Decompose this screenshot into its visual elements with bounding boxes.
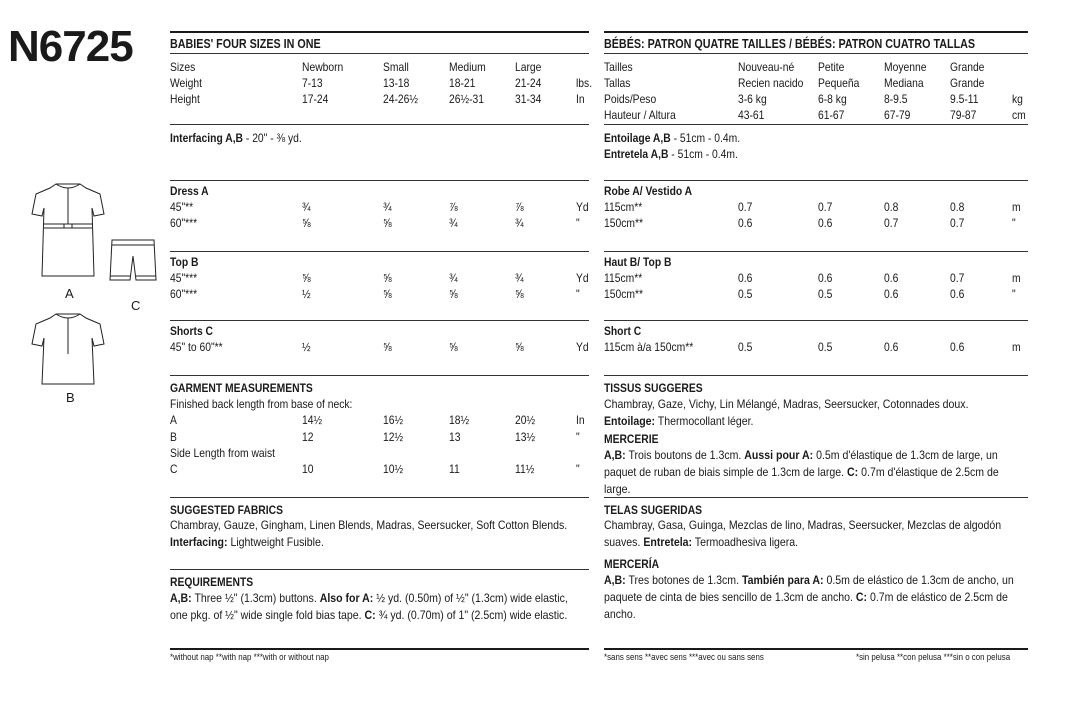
en-garment-line1: Finished back length from base of neck: (170, 397, 353, 411)
fr-size-row-cell: 3-6 kg (738, 92, 767, 106)
rule (170, 569, 589, 570)
fr-robe-row-label: 150cm** (604, 216, 644, 230)
en-shorts-row-unit: Yd (576, 340, 589, 354)
fr-robe-row-unit: m (1012, 200, 1021, 214)
fr-entoilage: Entoilage A,B - 51cm - 0.4m. (604, 131, 741, 145)
en-garment-title: GARMENT MEASUREMENTS (170, 381, 313, 395)
en-size-row-cell: 31-34 (515, 92, 542, 106)
fr-haut-row-cell: 0.5 (818, 287, 833, 301)
en-top-row-cell: ¾ (449, 271, 458, 285)
fr-haut-row-label: 115cm** (604, 271, 643, 285)
en-top-row-label: 60"*** (170, 287, 198, 301)
en-dress-row-cell: ⅝ (383, 216, 392, 230)
fr-size-row-cell: 6-8 kg (818, 92, 847, 106)
en-shorts-row-cell: ⅝ (449, 340, 458, 354)
fr-size-row-label: Tailles (604, 60, 633, 74)
es-telas-title: TELAS SUGERIDAS (604, 503, 703, 517)
en-size-row-unit: lbs. (576, 76, 593, 90)
en-fabrics-title: SUGGESTED FABRICS (170, 503, 283, 517)
en-size-row-cell: 18-21 (449, 76, 476, 90)
en-dress-row-cell: ¾ (449, 216, 458, 230)
rule (604, 180, 1028, 181)
fr-haut-row-cell: 0.6 (950, 287, 965, 301)
fr-size-row-cell: 79-87 (950, 108, 977, 122)
fr-short-row-cell: 0.5 (738, 340, 753, 354)
fr-size-row-cell: Moyenne (884, 60, 927, 74)
fr-footnote: *sans sens **avec sens ***avec ou sans sens (604, 652, 764, 662)
en-size-row-cell: 17-24 (302, 92, 329, 106)
rule (604, 53, 1028, 54)
fr-short-c-title: Short C (604, 324, 642, 338)
es-merceria-text: A,B: Tres botones de 1.3cm. También para A: 0.5m de elástico de 1.3cm de ancho, un paquete de cinta de bies sencillo de 1.3cm de ancho. C: 0.7m de elástico de 2.5cm de ancho. (604, 573, 1014, 621)
en-garment-row-cell: 20½ (515, 413, 536, 427)
fr-size-row-label: Tallas (604, 76, 631, 90)
rule (170, 180, 589, 181)
fr-haut-row-cell: 0.6 (738, 271, 753, 285)
fr-robe-row-cell: 0.7 (738, 200, 753, 214)
fr-robe-row-cell: 0.6 (738, 216, 753, 230)
en-size-row-label: Weight (170, 76, 202, 90)
en-garment-row-cell: 14½ (302, 413, 323, 427)
en-shorts-row-cell: ⅝ (383, 340, 392, 354)
en-garment-row-cell: 13½ (515, 430, 536, 444)
pattern-code: N6725 (8, 22, 133, 71)
fr-size-row-cell: Pequeña (818, 76, 860, 90)
en-garment-row-cell: 10½ (383, 462, 404, 476)
en-garment-row-cell: 11 (449, 462, 460, 476)
rule (604, 375, 1028, 376)
fr-size-row-unit: cm (1012, 108, 1026, 122)
fr-short-row-cell: 0.6 (950, 340, 965, 354)
en-top-row-unit: " (576, 287, 580, 301)
fr-mercerie-title: MERCERIE (604, 432, 659, 446)
fr-haut-row-cell: 0.5 (738, 287, 753, 301)
en-dress-row-cell: ¾ (302, 200, 311, 214)
fr-haut-b-title: Haut B/ Top B (604, 255, 672, 269)
en-top-b-title: Top B (170, 255, 199, 269)
fr-robe-row-label: 115cm** (604, 200, 643, 214)
fr-size-row-cell: 67-79 (884, 108, 911, 122)
rule (170, 648, 589, 650)
dress-a-illustration (28, 180, 108, 285)
shorts-c-illustration (108, 236, 158, 286)
fr-robe-row-cell: 0.7 (950, 216, 965, 230)
en-dress-row-unit: Yd (576, 200, 589, 214)
fr-robe-row-cell: 0.7 (884, 216, 899, 230)
en-top-row-cell: ⅝ (383, 287, 392, 301)
en-garment-row-unit: " (576, 430, 580, 444)
fr-short-row-cell: 0.6 (884, 340, 899, 354)
rule (170, 320, 589, 321)
en-shorts-row-label: 45" to 60"** (170, 340, 223, 354)
en-garment-row-cell: 12 (302, 430, 314, 444)
fr-entretela: Entretela A,B - 51cm - 0.4m. (604, 147, 738, 161)
fr-robe-row-cell: 0.8 (950, 200, 965, 214)
rule (170, 375, 589, 376)
en-top-row-cell: ⅝ (515, 287, 524, 301)
fr-size-row-cell: Recien nacido (738, 76, 804, 90)
fr-robe-a-title: Robe A/ Vestido A (604, 184, 693, 198)
figure-label-b: B (66, 390, 75, 405)
en-size-row-cell: 26½-31 (449, 92, 485, 106)
en-title: BABIES' FOUR SIZES IN ONE (170, 37, 321, 51)
fr-short-row-label: 115cm à/a 150cm** (604, 340, 694, 354)
en-dress-row-cell: ¾ (383, 200, 392, 214)
rule (170, 124, 589, 125)
en-garment-row-cell: 16½ (383, 413, 404, 427)
en-garment-row-label: C (170, 462, 178, 476)
en-top-row-cell: ⅝ (449, 287, 458, 301)
en-garment-row-label: A (170, 413, 177, 427)
en-garment-row-unit: " (576, 462, 580, 476)
en-shorts-c-title: Shorts C (170, 324, 214, 338)
fr-size-row-cell: Grande (950, 76, 985, 90)
en-top-row-cell: ⅝ (302, 271, 311, 285)
en-garment-row-cell: 10 (302, 462, 314, 476)
figure-label-c: C (131, 298, 141, 313)
fr-mercerie-text: A,B: Trois boutons de 1.3cm. Aussi pour A: 0.5m d'élastique de 1.3cm de large, un paquet de ruban de biais simple de 1.3cm de large. C: 0.7m d'élastique de 2.5cm de large. (604, 448, 999, 496)
en-size-row-cell: Newborn (302, 60, 344, 74)
en-dress-row-cell: ⅞ (515, 200, 524, 214)
rule (604, 320, 1028, 321)
en-garment-row-cell: 18½ (449, 413, 470, 427)
en-size-row-cell: 21-24 (515, 76, 542, 90)
rule (604, 124, 1028, 125)
en-shorts-row-cell: ⅝ (515, 340, 524, 354)
fr-robe-row-cell: 0.6 (818, 216, 833, 230)
en-size-row-cell: Small (383, 60, 409, 74)
en-dress-row-label: 45"** (170, 200, 194, 214)
en-requirements-text: A,B: Three ½" (1.3cm) buttons. Also for A: ½ yd. (0.50m) of ½" (1.3cm) wide elastic, one pkg. of ½" wide single fold bias tape. C: ¾ yd. (0.70m) of 1" (2.5cm) wide elastic. (170, 591, 568, 622)
figure-label-a: A (65, 286, 74, 301)
rule (170, 497, 589, 498)
fr-size-row-cell: 43-61 (738, 108, 765, 122)
fr-size-row-cell: Grande (950, 60, 985, 74)
fr-haut-row-cell: 0.7 (950, 271, 965, 285)
en-top-row-cell: ⅝ (383, 271, 392, 285)
fr-size-row-cell: Petite (818, 60, 845, 74)
top-b-illustration (28, 310, 108, 390)
en-garment-row-unit: In (576, 413, 585, 427)
fr-size-row-label: Poids/Peso (604, 92, 657, 106)
en-dress-row-label: 60"*** (170, 216, 198, 230)
en-size-row-cell: Medium (449, 60, 486, 74)
en-garment-line2: Side Length from waist (170, 446, 275, 460)
fr-size-row-label: Hauteur / Altura (604, 108, 676, 122)
fr-tissus-title: TISSUS SUGGERES (604, 381, 703, 395)
rule (170, 53, 589, 54)
en-dress-row-unit: " (576, 216, 580, 230)
fr-robe-row-unit: " (1012, 216, 1016, 230)
en-fabrics-text: Chambray, Gauze, Gingham, Linen Blends, Madras, Seersucker, Soft Cotton Blends. Interfacing: Lightweight Fusible. (170, 518, 568, 549)
en-size-row-cell: 24-26½ (383, 92, 419, 106)
rule (170, 31, 589, 33)
en-size-row-label: Sizes (170, 60, 196, 74)
rule (170, 251, 589, 252)
es-footnote: *sin pelusa **con pelusa ***sin o con pelusa (856, 652, 1011, 662)
en-requirements-title: REQUIREMENTS (170, 575, 254, 589)
en-dress-a-title: Dress A (170, 184, 209, 198)
fr-title: BÉBÉS: PATRON QUATRE TAILLES / BÉBÉS: PATRON CUATRO TALLAS (604, 37, 976, 51)
fr-haut-row-cell: 0.6 (884, 271, 899, 285)
en-shorts-row-cell: ½ (302, 340, 311, 354)
en-top-row-cell: ½ (302, 287, 311, 301)
en-dress-row-cell: ¾ (515, 216, 524, 230)
fr-size-row-cell: 8-9.5 (884, 92, 908, 106)
fr-haut-row-label: 150cm** (604, 287, 644, 301)
en-top-row-cell: ¾ (515, 271, 524, 285)
en-size-row-cell: 7-13 (302, 76, 323, 90)
en-dress-row-cell: ⅞ (449, 200, 458, 214)
rule (604, 497, 1028, 498)
en-garment-row-cell: 13 (449, 430, 461, 444)
fr-size-row-cell: Mediana (884, 76, 924, 90)
en-garment-row-cell: 12½ (383, 430, 404, 444)
fr-haut-row-cell: 0.6 (818, 271, 833, 285)
rule (604, 251, 1028, 252)
en-footnote: *without nap **with nap ***with or without nap (170, 652, 329, 662)
fr-short-row-cell: 0.5 (818, 340, 833, 354)
en-top-row-label: 45"*** (170, 271, 198, 285)
en-size-row-cell: Large (515, 60, 542, 74)
en-dress-row-cell: ⅝ (302, 216, 311, 230)
en-size-row-label: Height (170, 92, 200, 106)
fr-haut-row-unit: " (1012, 287, 1016, 301)
rule (604, 648, 1028, 650)
en-size-row-cell: 13-18 (383, 76, 410, 90)
fr-size-row-cell: 61-67 (818, 108, 845, 122)
fr-size-row-unit: kg (1012, 92, 1023, 106)
en-size-row-unit: In (576, 92, 585, 106)
en-interfacing: Interfacing A,B - 20" - ⅜ yd. (170, 131, 302, 145)
fr-short-row-unit: m (1012, 340, 1021, 354)
en-garment-row-label: B (170, 430, 177, 444)
es-merceria-title: MERCERÍA (604, 557, 660, 571)
fr-size-row-cell: 9.5-11 (950, 92, 979, 106)
fr-size-row-cell: Nouveau-né (738, 60, 795, 74)
fr-haut-row-cell: 0.6 (884, 287, 899, 301)
es-telas-text: Chambray, Gasa, Guinga, Mezclas de lino, Madras, Seersucker, Mezclas de algodón suaves. Entretela: Termoadhesiva ligera. (604, 518, 1002, 549)
en-top-row-unit: Yd (576, 271, 589, 285)
rule (604, 31, 1028, 33)
en-garment-row-cell: 11½ (515, 462, 535, 476)
fr-robe-row-cell: 0.8 (884, 200, 899, 214)
fr-tissus-text: Chambray, Gaze, Vichy, Lin Mélangé, Madras, Seersucker, Cotonnades doux. Entoilage: Thermocollant léger. (604, 397, 969, 428)
fr-haut-row-unit: m (1012, 271, 1021, 285)
fr-robe-row-cell: 0.7 (818, 200, 833, 214)
